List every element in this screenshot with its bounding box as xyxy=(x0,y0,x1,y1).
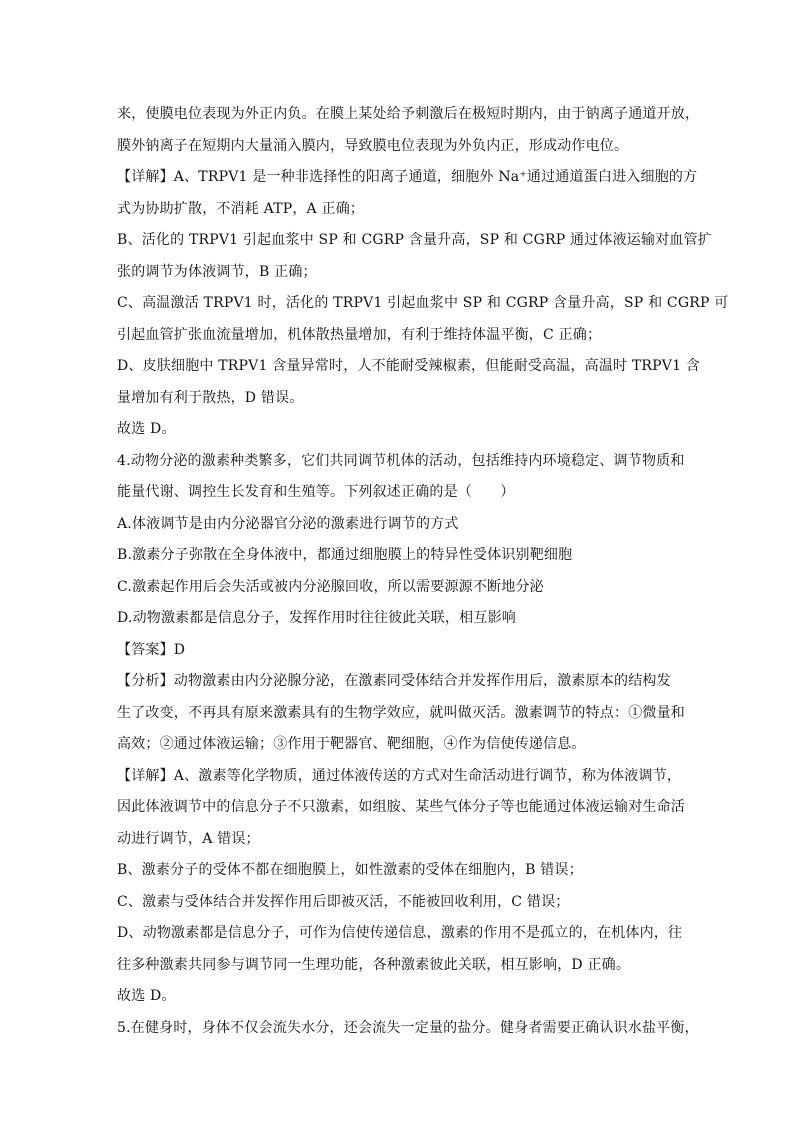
explanation-line: 往多种激素共同参与调节同一生理功能，各种激素彼此关联，相互影响，D 正确。 xyxy=(117,956,631,973)
document-body xyxy=(117,99,729,1044)
analysis-line: 高效；②通过体液运输；③作用于靶器官、靶细胞，④作为信使传递信息。 xyxy=(117,736,586,752)
text-line: C、高温激活 TRPV1 时，活化的 TRPV1 引起血浆中 SP 和 CGRP 含量升高，SP 和 CGRP 可 xyxy=(117,295,729,311)
text-line: 【详解】A、TRPV1 是一种非选择性的阳离子通道，细胞外 Na⁺通过通道蛋白进入细胞的方 xyxy=(117,169,698,185)
question-stem-line: 4.动物分泌的激素种类繁多，它们共同调节机体的活动，包括维持内环境稳定、调节物质和 xyxy=(117,452,685,469)
option-a: A.体液调节是由内分泌器官分泌的激素进行调节的方式 xyxy=(117,515,459,532)
text-line: 故选 D。 xyxy=(117,421,176,437)
question-stem-line: 5.在健身时，身体不仅会流失水分，还会流失一定量的盐分。健身者需要正确认识水盐平衡， xyxy=(117,1019,699,1036)
text-line: 膜外钠离子在短期内大量涌入膜内，导致膜电位表现为外负内正，形成动作电位。 xyxy=(117,137,629,154)
answer-line: 【答案】D xyxy=(117,641,186,658)
option-d: D.动物激素都是信息分子，发挥作用时往往彼此关联，相互影响 xyxy=(117,610,516,626)
explanation-line: 因此体液调节中的信息分子不只激素，如组胺、某些气体分子等也能通过体液运输对生命活 xyxy=(117,799,685,815)
conclusion-line: 故选 D。 xyxy=(117,988,176,1004)
explanation-line: 动进行调节，A 错误； xyxy=(117,830,260,847)
explanation-line: D、动物激素都是信息分子，可作为信使传递信息，激素的作用不是孤立的，在机体内，往 xyxy=(117,925,683,941)
text-line: 量增加有利于散热，D 错误。 xyxy=(117,389,304,406)
explanation-line: B、激素分子的受体不都在细胞膜上，如性激素的受体在细胞内，B 错误； xyxy=(117,862,583,878)
text-line: D、皮肤细胞中 TRPV1 含量异常时，人不能耐受辣椒素，但能耐受高温，高温时 TRPV1 含 xyxy=(117,358,701,374)
option-b: B.激素分子弥散在全身体液中，都通过细胞膜上的特异性受体识别靶细胞 xyxy=(117,547,573,563)
analysis-line: 生了改变，不再具有原来激素具有的生物学效应，就叫做灭活。激素调节的特点：①微量和 xyxy=(117,704,685,721)
text-line: 张的调节为体液调节，B 正确； xyxy=(117,263,317,280)
explanation-line: 【详解】A、激素等化学物质，通过体液传送的方式对生命活动进行调节，称为体液调节， xyxy=(117,767,682,784)
text-line: B、活化的 TRPV1 引起血浆中 SP 和 CGRP 含量升高，SP 和 CGRP 通过体液运输对血管扩 xyxy=(117,232,712,248)
text-line: 引起血管扩张血流量增加，机体散热量增加，有利于维持体温平衡，C 正确； xyxy=(117,326,602,343)
question-stem-line: 能量代谢、调控生长发育和生殖等。下列叙述正确的是（ ） xyxy=(117,484,515,500)
text-line: 来，使膜电位表现为外正内负。在膜上某处给予刺激后在极短时期内，由于钠离子通道开放， xyxy=(117,106,700,122)
text-line: 式为协助扩散，不消耗 ATP，A 正确； xyxy=(117,200,365,217)
option-c: C.激素起作用后会失活或被内分泌腺回收，所以需要源源不断地分泌 xyxy=(117,578,544,595)
analysis-line: 【分析】动物激素由内分泌腺分泌，在激素同受体结合并发挥作用后，激素原本的结构发 xyxy=(117,673,671,689)
explanation-line: C、激素与受体结合并发挥作用后即被灭活，不能被回收利用，C 错误； xyxy=(117,893,570,910)
